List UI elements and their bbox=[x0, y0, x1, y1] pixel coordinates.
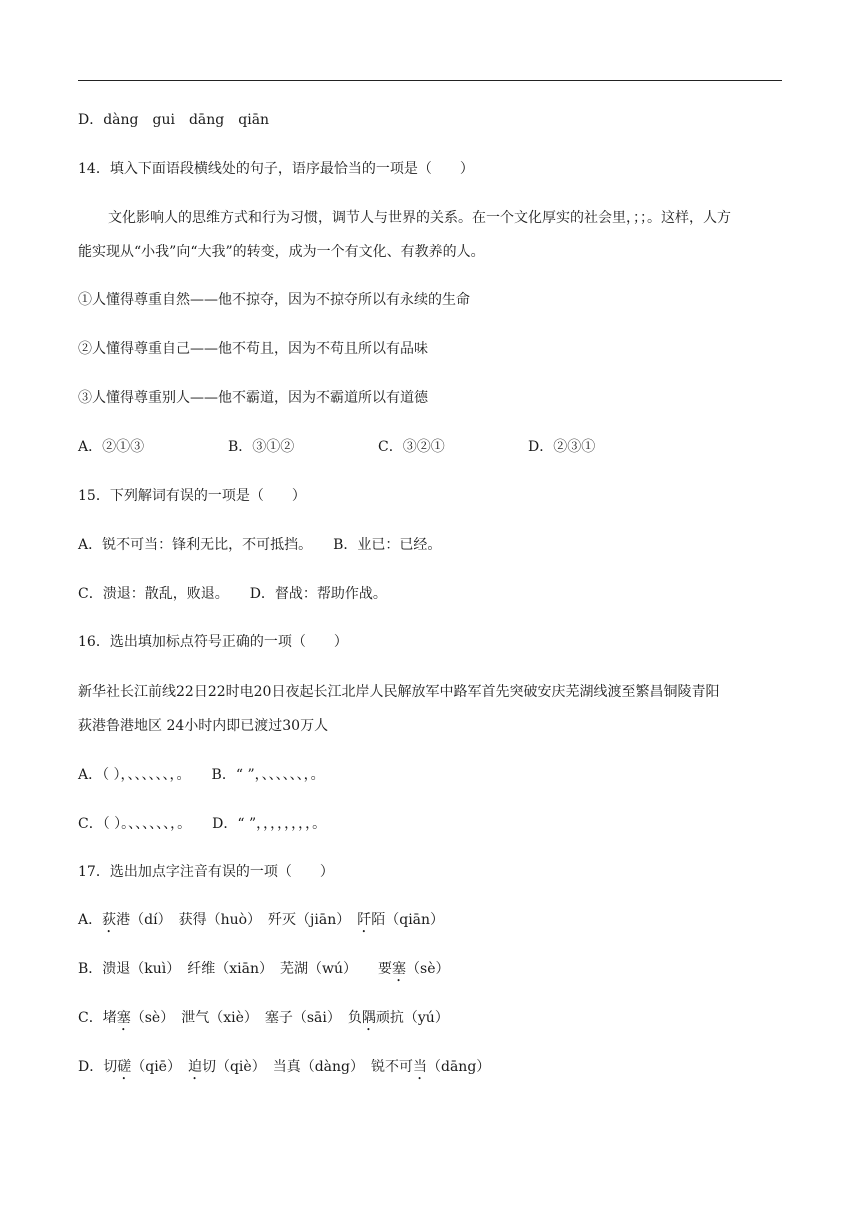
option-text: 要 bbox=[350, 961, 393, 977]
option-text: 气（xiè） bbox=[195, 1010, 251, 1026]
option-text: 灭（jiān） bbox=[282, 912, 344, 928]
option-text: 维（xiān） bbox=[201, 961, 267, 977]
q13-option-d: D．dàng gui dāng qiān bbox=[78, 112, 270, 128]
option-text: 塞 bbox=[250, 1010, 279, 1026]
option-letter: B． bbox=[78, 961, 103, 977]
dotted-char: 磋 bbox=[117, 1059, 132, 1075]
option-text: 港（dí） bbox=[116, 912, 165, 928]
option-text: 负 bbox=[333, 1010, 362, 1026]
q17-option-d bbox=[78, 1057, 490, 1083]
option-letter: A． bbox=[78, 912, 103, 928]
q14-sentence-3: ③人懂得尊重别人——他不霸道，因为不霸道所以有道德 bbox=[78, 390, 428, 406]
option-text: 退（kuì） bbox=[116, 961, 174, 977]
option-text: 纤 bbox=[173, 961, 202, 977]
q17-stem: 17．选出加点字注音有误的一项（ ） bbox=[78, 864, 334, 880]
option-text: 泄 bbox=[167, 1010, 196, 1026]
q17-option-c bbox=[78, 1008, 449, 1034]
q15-options-cd: C．溃退：散乱，败退。 D．督战：帮助作战。 bbox=[78, 586, 387, 602]
option-text: 陌（qiān） bbox=[371, 912, 445, 928]
option-text: 当 bbox=[258, 1059, 287, 1075]
option-text: 歼 bbox=[254, 912, 283, 928]
option-text: 溃 bbox=[102, 961, 117, 977]
q14-option-d: D．②③① bbox=[528, 439, 596, 455]
q16-options-ab: A．（ ），、、、、、、，。 B．“ ”，、、、、、、，。 bbox=[78, 767, 325, 783]
q14-option-c: C．③②① bbox=[378, 439, 445, 455]
q17-option-b bbox=[78, 959, 450, 985]
option-text: 锐不可 bbox=[357, 1059, 413, 1075]
q14-option-b: B．③①② bbox=[228, 439, 295, 455]
q15-options-ab: A．锐不可当：锋利无比，不可抵挡。 B．业已：已经。 bbox=[78, 537, 442, 553]
option-text: （sè） bbox=[130, 1010, 168, 1026]
q16-stem: 16．选出填加标点符号正确的一项（ ） bbox=[78, 634, 348, 650]
option-text: （dāng） bbox=[427, 1059, 491, 1075]
dotted-char: 隅 bbox=[361, 1010, 376, 1026]
q14-options bbox=[78, 437, 595, 457]
q14-option-a: A．②①③ bbox=[78, 439, 145, 455]
option-text: （qiē） bbox=[131, 1059, 174, 1075]
q16-text-line-1: 新华社长江前线22日22时电20日夜起长江北岸人民解放军中路军首先突破安庆芜湖线渡至繁昌铜陵青阳 bbox=[78, 684, 720, 700]
q15-stem: 15．下列解词有误的一项是（ ） bbox=[78, 488, 306, 504]
option-text: D．切 bbox=[78, 1059, 118, 1075]
option-text: （sè） bbox=[406, 961, 450, 977]
option-text: 获得（huò） bbox=[164, 912, 255, 928]
q14-passage-line-2: 能实现从“小我”向“大我”的转变，成为一个有文化、有教养的人。 bbox=[78, 244, 485, 260]
option-text: 子（sāi） bbox=[278, 1010, 334, 1026]
header-rule bbox=[78, 80, 782, 81]
q16-text-line-2: 荻港鲁港地区 24小时内即已渡过30万人 bbox=[78, 718, 329, 734]
dotted-char: 荻 bbox=[102, 912, 117, 928]
q14-sentence-2: ②人懂得尊重自己——他不苟且，因为不苟且所以有品味 bbox=[78, 341, 428, 357]
q14-passage-line-1: 文化影响人的思维方式和行为习惯，调节人与世界的关系。在一个文化厚实的社会里，；；。这样，人方 bbox=[108, 210, 731, 226]
option-text: 真（dàng） bbox=[286, 1059, 357, 1075]
option-text: 芜湖（wú） bbox=[266, 961, 351, 977]
q16-options-cd: C．（ ）。、、、、、、，。 D．“ ”，，，，，，，，。 bbox=[78, 816, 327, 832]
dotted-char: 塞 bbox=[392, 961, 407, 977]
q14-sentence-1: ①人懂得尊重自然——他不掠夺，因为不掠夺所以有永续的生命 bbox=[78, 292, 470, 308]
dotted-char: 塞 bbox=[116, 1010, 131, 1026]
q14-stem: 14．填入下面语段横线处的句子，语序最恰当的一项是（ ） bbox=[78, 161, 474, 177]
option-text bbox=[174, 1059, 188, 1075]
option-text: 切（qiè） bbox=[201, 1059, 259, 1075]
dotted-char: 迫 bbox=[187, 1059, 202, 1075]
dotted-char: 当 bbox=[413, 1059, 427, 1075]
q17-option-a bbox=[78, 910, 444, 936]
option-text: 顽抗（yú） bbox=[375, 1010, 449, 1026]
dotted-char: 阡 bbox=[343, 912, 372, 928]
option-text: C．堵 bbox=[78, 1010, 117, 1026]
